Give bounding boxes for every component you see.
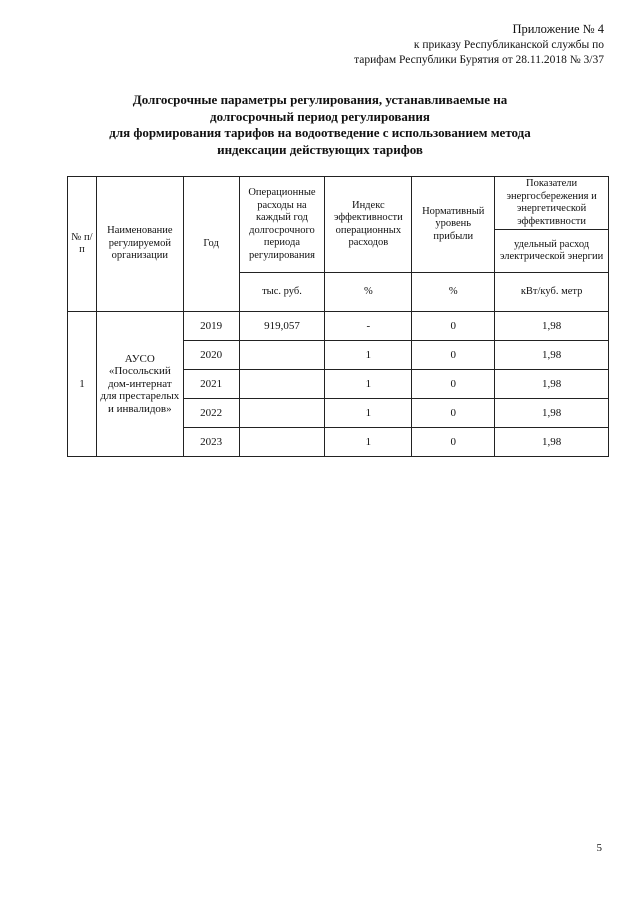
organization-name: АУСО «Посольский дом-интернат для престарелых и инвалидов»: [96, 312, 183, 457]
header-energy-sub: удельный расход электрической энергии: [495, 230, 609, 273]
cell-index: -: [325, 312, 412, 341]
title-line-2: долгосрочный период регулирования: [210, 108, 430, 124]
cell-opex: [239, 370, 325, 399]
unit-opex: тыс. руб.: [239, 273, 325, 312]
row-number: 1: [68, 312, 97, 457]
appendix-number: Приложение № 4: [512, 22, 604, 36]
appendix-order-date: тарифам Республики Бурятия от 28.11.2018 № 3/37: [354, 54, 604, 66]
page-number: 5: [596, 842, 602, 854]
header-year: Год: [183, 177, 239, 312]
cell-opex: 919,057: [239, 312, 325, 341]
unit-profit: %: [412, 273, 495, 312]
cell-year: 2020: [183, 341, 239, 370]
cell-year: 2021: [183, 370, 239, 399]
title-line-1: Долгосрочные параметры регулирования, устанавливаемые на: [132, 92, 508, 107]
cell-opex: [239, 399, 325, 428]
cell-energy: 1,98: [495, 399, 609, 428]
cell-index: 1: [325, 341, 412, 370]
document-title: [40, 92, 600, 158]
cell-profit: 0: [412, 312, 495, 341]
cell-profit: 0: [412, 341, 495, 370]
header-profit-level: Нормативный уровень прибыли: [412, 177, 495, 273]
title-line-3: для формирования тарифов на водоотведение с использованием метода: [109, 125, 531, 140]
cell-opex: [239, 341, 325, 370]
header-num: № п/п: [68, 177, 97, 312]
cell-energy: 1,98: [495, 312, 609, 341]
cell-index: 1: [325, 428, 412, 457]
unit-energy: кВт/куб. метр: [495, 273, 609, 312]
cell-year: 2023: [183, 428, 239, 457]
header-efficiency-index: Индекс эффективности операционных расходов: [325, 177, 412, 273]
cell-profit: 0: [412, 399, 495, 428]
title-line-4: индексации действующих тарифов: [217, 141, 423, 157]
parameters-table: [67, 176, 609, 457]
cell-index: 1: [325, 370, 412, 399]
table-row: [68, 312, 609, 341]
cell-energy: 1,98: [495, 370, 609, 399]
cell-opex: [239, 428, 325, 457]
cell-year: 2022: [183, 399, 239, 428]
header-opex: Операционные расходы на каждый год долгосрочного периода регулирования: [239, 177, 325, 273]
unit-index: %: [325, 273, 412, 312]
cell-year: 2019: [183, 312, 239, 341]
cell-profit: 0: [412, 370, 495, 399]
header-organization: Наименование регулируемой организации: [96, 177, 183, 312]
cell-index: 1: [325, 399, 412, 428]
appendix-header: [354, 22, 604, 69]
cell-profit: 0: [412, 428, 495, 457]
cell-energy: 1,98: [495, 341, 609, 370]
cell-energy: 1,98: [495, 428, 609, 457]
header-row: [68, 177, 609, 230]
appendix-order-ref: к приказу Республиканской службы по: [413, 38, 604, 51]
header-energy-group: Показатели энергосбережения и энергетической эффективности: [495, 177, 609, 230]
